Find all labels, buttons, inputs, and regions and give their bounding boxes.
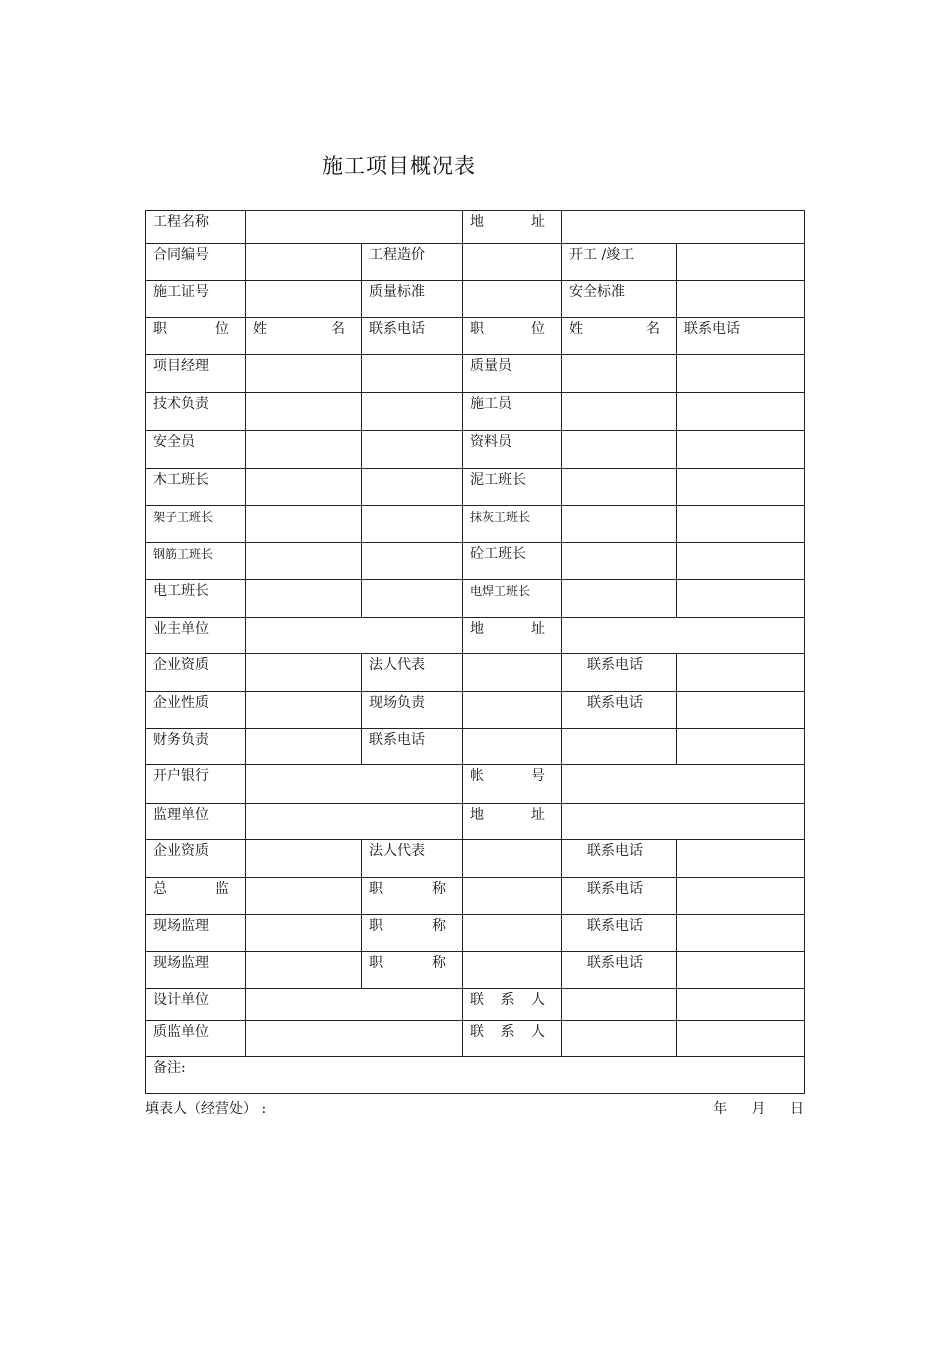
label-cell [146,211,246,244]
table-row [146,431,805,469]
input-cell[interactable] [463,281,562,318]
label-cell [146,915,246,952]
cell-text [253,431,361,433]
input-cell[interactable] [463,729,562,765]
cell-text: 企业性质 [153,695,209,711]
input-cell[interactable] [562,1021,677,1057]
cell-text: 电工班长 [153,583,209,599]
input-cell[interactable] [246,431,362,469]
cell-text: 职 称 [369,881,446,897]
input-cell[interactable] [246,989,463,1021]
cell-text [253,989,462,991]
table-row [146,543,805,580]
table-row [146,244,805,281]
cell-text: 企业资质 [153,843,209,859]
label-cell [562,692,677,729]
input-cell[interactable] [246,543,362,580]
table-row [146,211,805,244]
label-cell [463,431,562,469]
input-cell[interactable] [562,618,805,654]
input-cell[interactable] [677,840,805,878]
date-label: 年 月 日 [713,1101,804,1117]
cell-text [253,618,462,620]
input-cell[interactable] [246,804,463,840]
cell-text: 联系电话 [587,695,643,711]
input-cell[interactable] [677,543,805,580]
cell-text: 技术负责 [153,396,209,412]
cell-text [369,580,462,582]
cell-text: 联系电话 [684,321,740,337]
label-cell [362,878,463,915]
table-row [146,1057,805,1094]
cell-text: 资料员 [470,434,512,450]
cell-text [684,281,804,283]
input-cell[interactable] [677,878,805,915]
table-row [146,840,805,878]
label-cell [562,281,677,318]
cell-text [253,281,361,283]
table-row [146,393,805,431]
input-cell[interactable] [362,543,463,580]
project-overview-table [145,210,805,1094]
input-cell[interactable] [562,393,677,431]
label-cell [362,244,463,281]
input-cell[interactable] [677,729,805,765]
label-cell [463,469,562,506]
input-cell[interactable] [562,765,805,804]
cell-text [684,393,804,395]
label-cell [146,952,246,989]
input-cell[interactable] [246,244,362,281]
cell-text [253,469,361,471]
label-cell [463,804,562,840]
cell-text: 地 址 [470,807,545,823]
input-cell[interactable] [677,952,805,989]
cell-text [684,915,804,917]
label-cell [246,318,362,355]
cell-text [684,469,804,471]
cell-text [253,692,361,694]
input-cell[interactable] [562,729,677,765]
cell-text: 木工班长 [153,472,209,488]
table-row [146,692,805,729]
table-row [146,878,805,915]
cell-text [369,543,462,545]
input-cell[interactable] [246,355,362,393]
input-cell[interactable] [677,506,805,543]
table-row [146,318,805,355]
cell-text: 联 系 人 [470,992,545,1008]
cell-text: 地 址 [470,214,545,230]
input-cell[interactable] [463,244,562,281]
table-row [146,506,805,543]
input-cell[interactable] [246,840,362,878]
cell-text [569,618,804,620]
cell-text [569,431,676,433]
label-cell [146,1021,246,1057]
cell-text [470,244,561,246]
cell-text [684,729,804,731]
input-cell[interactable] [677,244,805,281]
cell-text [470,729,561,731]
label-cell [562,952,677,989]
cell-text: 电焊工班长 [470,584,531,598]
cell-text [253,878,361,880]
cell-text: 财务负责 [153,732,209,748]
input-cell[interactable] [246,580,362,618]
cell-text: 监理单位 [153,807,209,823]
input-cell[interactable] [246,618,463,654]
label-cell [146,692,246,729]
input-cell[interactable] [677,281,805,318]
label-cell [146,654,246,692]
cell-text: 企业资质 [153,657,209,673]
input-cell[interactable] [246,654,362,692]
label-cell [463,765,562,804]
cell-text: 现场监理 [153,955,209,971]
cell-text [253,580,361,582]
label-cell [562,244,677,281]
table-row [146,989,805,1021]
label-cell [562,840,677,878]
cell-text: 钢筋工班长 [153,547,214,561]
input-cell[interactable] [677,654,805,692]
cell-text [569,543,676,545]
input-cell[interactable] [362,431,463,469]
input-cell[interactable] [562,355,677,393]
cell-text [253,729,361,731]
label-cell [463,318,562,355]
label-cell [146,618,246,654]
cell-text [684,1021,804,1023]
cell-text [253,915,361,917]
label-cell [146,355,246,393]
input-cell[interactable] [246,393,362,431]
label-cell [463,1021,562,1057]
input-cell[interactable] [362,355,463,393]
input-cell[interactable] [677,692,805,729]
cell-text [684,654,804,656]
cell-text [369,469,462,471]
input-cell[interactable] [677,915,805,952]
input-cell[interactable] [246,878,362,915]
cell-text [470,915,561,917]
cell-text [253,654,361,656]
cell-text: 职 称 [369,955,446,971]
label-cell [146,543,246,580]
label-cell [362,692,463,729]
cell-text: 联系电话 [587,918,643,934]
label-cell [677,318,805,355]
cell-text [470,654,561,656]
cell-text [253,543,361,545]
cell-text: 联 系 人 [470,1024,545,1040]
cell-text [253,355,361,357]
cell-text: 姓 名 [253,321,345,337]
cell-text: 质量员 [470,358,512,374]
label-cell [463,543,562,580]
label-cell [146,580,246,618]
input-cell[interactable] [463,692,562,729]
label-cell [146,1057,805,1094]
input-cell[interactable] [562,989,677,1021]
cell-text [369,393,462,395]
label-cell [146,989,246,1021]
cell-text [569,393,676,395]
input-cell[interactable] [677,580,805,618]
cell-text [470,692,561,694]
cell-text [569,1021,676,1023]
label-cell [146,804,246,840]
label-cell [463,506,562,543]
cell-text [684,692,804,694]
cell-text [684,840,804,842]
cell-text [253,1021,462,1023]
cell-text: 备注: [153,1060,186,1076]
cell-text: 法人代表 [369,657,425,673]
cell-text [253,244,361,246]
cell-text [684,952,804,954]
cell-text: 现场负责 [369,695,425,711]
cell-text [253,952,361,954]
label-cell [146,281,246,318]
filler-label: 填表人（经营处） : [145,1101,267,1117]
label-cell [562,878,677,915]
cell-text [470,878,561,880]
cell-text [253,506,361,508]
cell-text: 质监单位 [153,1024,209,1040]
cell-text: 帐 号 [470,768,545,784]
cell-text: 联系电话 [587,955,643,971]
input-cell[interactable] [246,506,362,543]
label-cell [146,878,246,915]
cell-text [569,989,676,991]
cell-text [684,506,804,508]
cell-text [569,804,804,806]
input-cell[interactable] [677,469,805,506]
label-cell [463,355,562,393]
cell-text [569,729,676,731]
cell-text: 联系电话 [587,843,643,859]
label-cell [562,915,677,952]
cell-text [569,765,804,767]
cell-text: 联系电话 [369,321,425,337]
cell-text [253,765,462,767]
cell-text [470,840,561,842]
cell-text: 职 位 [153,321,229,337]
label-cell [463,580,562,618]
label-cell [562,318,677,355]
label-cell [362,281,463,318]
input-cell[interactable] [677,431,805,469]
input-cell[interactable] [562,580,677,618]
input-cell[interactable] [246,765,463,804]
label-cell [362,915,463,952]
table-row [146,1021,805,1057]
input-cell[interactable] [677,355,805,393]
cell-text [684,543,804,545]
input-cell[interactable] [246,729,362,765]
cell-text: 总 监 [153,881,229,897]
cell-text [684,878,804,880]
cell-text: 法人代表 [369,843,425,859]
label-cell [146,431,246,469]
input-cell[interactable] [562,211,805,244]
cell-text [684,431,804,433]
input-cell[interactable] [362,580,463,618]
label-cell [463,211,562,244]
cell-text: 职 称 [369,918,446,934]
label-cell [146,393,246,431]
label-cell [362,654,463,692]
cell-text [369,431,462,433]
cell-text: 联系电话 [369,732,425,748]
cell-text [569,469,676,471]
label-cell [146,840,246,878]
table-row [146,765,805,804]
cell-text [253,393,361,395]
table-row [146,469,805,506]
cell-text: 施工证号 [153,284,209,300]
cell-text: 开户银行 [153,768,209,784]
cell-text: 职 位 [470,321,545,337]
table-row [146,729,805,765]
cell-text [684,989,804,991]
table-row [146,281,805,318]
input-cell[interactable] [246,915,362,952]
input-cell[interactable] [562,804,805,840]
label-cell [362,729,463,765]
cell-text: 联系电话 [587,881,643,897]
input-cell[interactable] [677,393,805,431]
input-cell[interactable] [246,469,362,506]
label-cell [362,952,463,989]
cell-text: 设计单位 [153,992,209,1008]
input-cell[interactable] [562,431,677,469]
cell-text [470,281,561,283]
cell-text: 施工员 [470,396,512,412]
cell-text [470,952,561,954]
input-cell[interactable] [246,952,362,989]
cell-text: 现场监理 [153,918,209,934]
cell-text [369,506,462,508]
cell-text [569,580,676,582]
cell-text: 开工 /竣工 [569,247,635,263]
cell-text: 架子工班长 [153,510,214,524]
input-cell[interactable] [463,840,562,878]
cell-text [569,355,676,357]
cell-text [569,211,804,213]
input-cell[interactable] [463,878,562,915]
table-row [146,618,805,654]
cell-text [369,355,462,357]
page-title: 施工项目概况表 [322,154,476,178]
label-cell [562,654,677,692]
input-cell[interactable] [246,281,362,318]
cell-text: 项目经理 [153,358,209,374]
cell-text: 砼工班长 [470,546,526,562]
input-cell[interactable] [246,211,463,244]
label-cell [146,318,246,355]
input-cell[interactable] [463,915,562,952]
cell-text [253,804,462,806]
label-cell [463,618,562,654]
cell-text: 工程造价 [369,247,425,263]
cell-text [253,211,462,213]
label-cell [146,765,246,804]
cell-text: 姓 名 [569,321,660,337]
table-row [146,654,805,692]
label-cell [146,729,246,765]
input-cell[interactable] [562,469,677,506]
table-row [146,580,805,618]
label-cell [146,244,246,281]
label-cell [362,318,463,355]
input-cell[interactable] [677,989,805,1021]
input-cell[interactable] [562,506,677,543]
cell-text: 地 址 [470,621,545,637]
label-cell [463,393,562,431]
input-cell[interactable] [463,952,562,989]
label-cell [146,506,246,543]
cell-text: 质量标准 [369,284,425,300]
table-row [146,952,805,989]
cell-text: 业主单位 [153,621,209,637]
cell-text: 联系电话 [587,657,643,673]
input-cell[interactable] [362,506,463,543]
input-cell[interactable] [562,543,677,580]
cell-text: 工程名称 [153,214,209,230]
input-cell[interactable] [246,692,362,729]
cell-text [684,580,804,582]
cell-text [253,840,361,842]
label-cell [146,469,246,506]
cell-text: 合同编号 [153,247,209,263]
cell-text [684,244,804,246]
cell-text [684,355,804,357]
input-cell[interactable] [362,469,463,506]
cell-text: 抹灰工班长 [470,510,531,524]
input-cell[interactable] [246,1021,463,1057]
input-cell[interactable] [362,393,463,431]
label-cell [362,840,463,878]
input-cell[interactable] [463,654,562,692]
cell-text [569,506,676,508]
table-row [146,355,805,393]
label-cell [463,989,562,1021]
table-row [146,915,805,952]
cell-text: 泥工班长 [470,472,526,488]
cell-text: 安全标准 [569,284,625,300]
input-cell[interactable] [677,1021,805,1057]
table-row [146,804,805,840]
cell-text: 安全员 [153,434,195,450]
